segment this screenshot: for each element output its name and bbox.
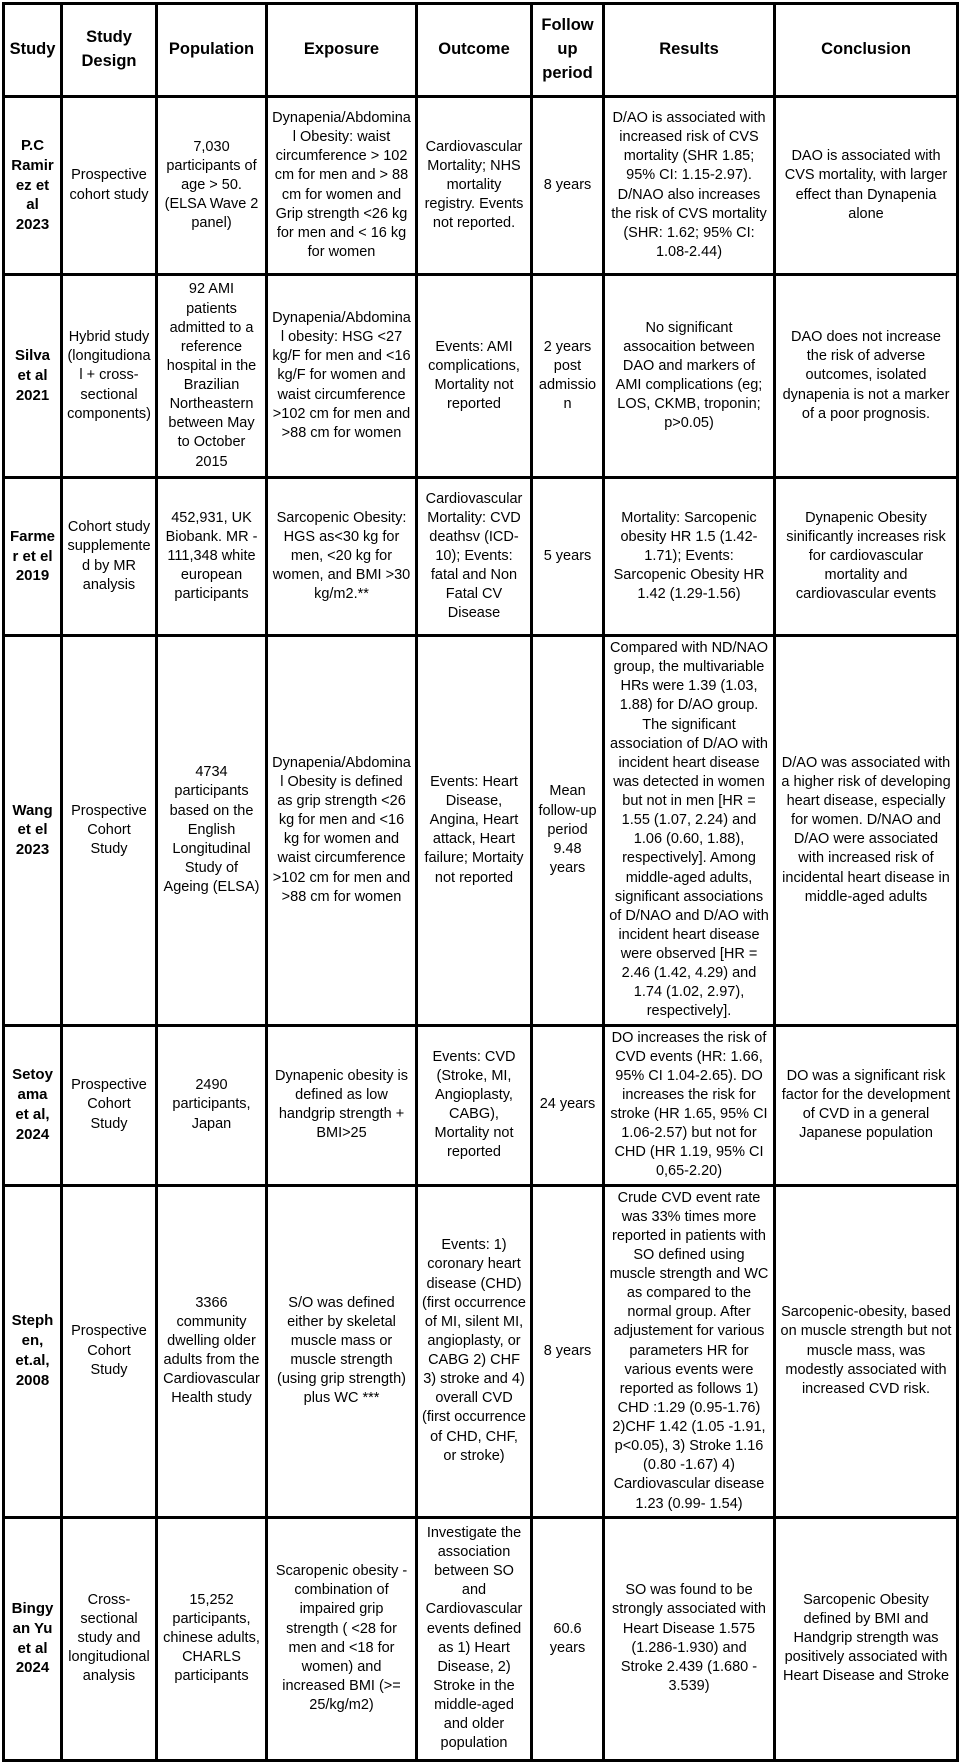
cell-conclusion: Dynapenic Obesity sinificantly increases risk for cardiovascular mortality and cardiovascular events — [775, 478, 958, 636]
cell-results: Compared with ND/NAO group, the multivariable HRs were 1.39 (1.03, 1.88) for D/AO group. The significant association of D/AO with incident heart disease was detected in women but not in men [HR = 1.55 (1.07, 2.24) and 1.06 (0.60, 1.88), respectively]. Among middle-aged adults, significant associations of D/NAO and D/AO with incident heart disease were observed [HR = 2.46 (1.42, 4.29) and 1.74 (1.02, 2.97), respectively]. — [604, 636, 775, 1026]
cell-study: Setoyama et al, 2024 — [4, 1025, 62, 1185]
cell-outcome: Events: Heart Disease, Angina, Heart attack, Heart failure; Mortaity not reported — [417, 636, 532, 1026]
cell-outcome: Events: 1) coronary heart disease (CHD) (first occurrence of MI, silent MI, angioplasty, or CABG 2) CHF 3) stroke and 4) overall CVD (first occurrence of CHD, CHF, or stroke) — [417, 1185, 532, 1517]
study-summary-table — [2, 2, 959, 1762]
table-header-row — [4, 4, 958, 97]
cell-followup: 2 years post admission — [532, 275, 604, 478]
cell-outcome: Events: CVD (Stroke, MI, Angioplasty, CABG), Mortality not reported — [417, 1025, 532, 1185]
column-header-design: Study Design — [62, 4, 157, 97]
cell-population: 92 AMI patients admitted to a reference hospital in the Brazilian Northeastern between May to October 2015 — [157, 275, 267, 478]
cell-exposure: Dynapenia/Abdominal Obesity is defined as grip strength <26 kg for men and <16 kg for women and waist circumference >102 cm for men and >88 cm for women — [267, 636, 417, 1026]
cell-conclusion: DO was a significant risk factor for the development of CVD in a general Japanese population — [775, 1025, 958, 1185]
column-header-results: Results — [604, 4, 775, 97]
cell-design: Cohort study supplemented by MR analysis — [62, 478, 157, 636]
cell-conclusion: DAO is associated with CVS mortality, with larger effect than Dynapenia alone — [775, 97, 958, 275]
cell-population: 3366 community dwelling older adults from the Cardiovascular Health study — [157, 1185, 267, 1517]
cell-outcome: Cardiovascular Mortality: CVD deathsv (ICD-10); Events: fatal and Non Fatal CV Disease — [417, 478, 532, 636]
column-header-outcome: Outcome — [417, 4, 532, 97]
cell-conclusion: Sarcopenic Obesity defined by BMI and Handgrip strength was positively associated with Heart Disease and Stroke — [775, 1517, 958, 1760]
column-header-population: Population — [157, 4, 267, 97]
cell-design: Prospective Cohort Study — [62, 636, 157, 1026]
cell-outcome: Events: AMI complications, Mortality not reported — [417, 275, 532, 478]
cell-results: SO was found to be strongly associated with Heart Disease 1.575 (1.286-1.930) and Stroke 2.439 (1.680 - 3.539) — [604, 1517, 775, 1760]
cell-followup: 24 years — [532, 1025, 604, 1185]
cell-population: 452,931, UK Biobank. MR - 111,348 white european participants — [157, 478, 267, 636]
cell-design: Prospective Cohort Study — [62, 1185, 157, 1517]
cell-followup: 8 years — [532, 97, 604, 275]
cell-population: 7,030 participants of age > 50. (ELSA Wave 2 panel) — [157, 97, 267, 275]
cell-design: Cross-sectional study and longitudional analysis — [62, 1517, 157, 1760]
cell-design: Prospective Cohort Study — [62, 1025, 157, 1185]
cell-study: Silva et al 2021 — [4, 275, 62, 478]
cell-exposure: Sarcopenic Obesity: HGS as<30 kg for men, <20 kg for women, and BMI >30 kg/m2.** — [267, 478, 417, 636]
cell-conclusion: DAO does not increase the risk of adverse outcomes, isolated dynapenia is not a marker of a poor prognosis. — [775, 275, 958, 478]
cell-results: No significant assocaition between DAO and markers of AMI complications (eg; LOS, CKMB, troponin; p>0.05) — [604, 275, 775, 478]
cell-results: Mortality: Sarcopenic obesity HR 1.5 (1.42-1.71); Events: Sarcopenic Obesity HR 1.42 (1.29-1.56) — [604, 478, 775, 636]
table-row — [4, 636, 958, 1026]
column-header-exposure: Exposure — [267, 4, 417, 97]
cell-followup: Mean follow-up period 9.48 years — [532, 636, 604, 1026]
cell-study: Wang et el 2023 — [4, 636, 62, 1026]
cell-population: 2490 participants, Japan — [157, 1025, 267, 1185]
cell-exposure: Scaropenic obesity - combination of impaired grip strength ( <28 for men and <18 for women) and increased BMI (>= 25/kg/m2) — [267, 1517, 417, 1760]
cell-outcome: Cardiovascular Mortality; NHS mortality registry. Events not reported. — [417, 97, 532, 275]
cell-population: 15,252 participants, chinese adults, CHARLS participants — [157, 1517, 267, 1760]
cell-results: Crude CVD event rate was 33% times more reported in patients with SO defined using muscle strength and WC as compared to the normal group. After adjustement for various parameters HR for various events were reported as follows 1) CHD :1.29 (0.95-1.76) 2)CHF 1.42 (1.05 -1.91, p<0.05), 3) Stroke 1.16 (0.80 -1.67) 4) Cardiovascular disease 1.23 (0.99- 1.54) — [604, 1185, 775, 1517]
cell-conclusion: Sarcopenic-obesity, based on muscle strength but not muscle mass, was modestly associated with increased CVD risk. — [775, 1185, 958, 1517]
table-row — [4, 478, 958, 636]
cell-followup: 8 years — [532, 1185, 604, 1517]
cell-exposure: Dynapenia/Abdominal Obesity: waist circumference > 102 cm for men and > 88 cm for women and Grip strength <26 kg for men and < 16 kg for women — [267, 97, 417, 275]
cell-results: DO increases the risk of CVD events (HR: 1.66, 95% CI 1.04-2.65). DO increases the risk for stroke (HR 1.65, 95% CI 1.06-2.57) but not for CHD (HR 1.19, 95% CI 0,65-2.20) — [604, 1025, 775, 1185]
column-header-conclusion: Conclusion — [775, 4, 958, 97]
cell-population: 4734 participants based on the English Longitudinal Study of Ageing (ELSA) — [157, 636, 267, 1026]
cell-followup: 60.6 years — [532, 1517, 604, 1760]
table-row — [4, 1185, 958, 1517]
table-row — [4, 1025, 958, 1185]
cell-study: P.C Ramirez et al 2023 — [4, 97, 62, 275]
table-row — [4, 275, 958, 478]
cell-study: Bingyan Yu et al 2024 — [4, 1517, 62, 1760]
cell-followup: 5 years — [532, 478, 604, 636]
cell-outcome: Investigate the association between SO and Cardiovascular events defined as 1) Heart Disease, 2) Stroke in the middle-aged and older population — [417, 1517, 532, 1760]
table-row — [4, 97, 958, 275]
cell-design: Hybrid study (longitudional + cross-sectional components) — [62, 275, 157, 478]
cell-exposure: Dynapenic obesity is defined as low handgrip strength + BMI>25 — [267, 1025, 417, 1185]
cell-conclusion: D/AO was associated with a higher risk of developing heart disease, especially for women. D/NAO and D/AO were associated with increased risk of incidental heart disease in middle-aged adults — [775, 636, 958, 1026]
cell-study: Farmer et el 2019 — [4, 478, 62, 636]
cell-exposure: Dynapenia/Abdominal obesity: HSG <27 kg/F for men and <16 kg/F for women and waist circumference >102 cm for men and >88 cm for women — [267, 275, 417, 478]
cell-results: D/AO is associated with increased risk of CVS mortality (SHR 1.85; 95% CI: 1.15-2.97). D/NAO also increases the risk of CVS mortality (SHR: 1.62; 95% CI: 1.08-2.44) — [604, 97, 775, 275]
column-header-study: Study — [4, 4, 62, 97]
cell-study: Stephen, et.al, 2008 — [4, 1185, 62, 1517]
cell-exposure: S/O was defined either by skeletal muscle mass or muscle strength (using grip strength) plus WC *** — [267, 1185, 417, 1517]
cell-design: Prospective cohort study — [62, 97, 157, 275]
column-header-followup: Follow up period — [532, 4, 604, 97]
table-body — [4, 97, 958, 1761]
table-row — [4, 1517, 958, 1760]
